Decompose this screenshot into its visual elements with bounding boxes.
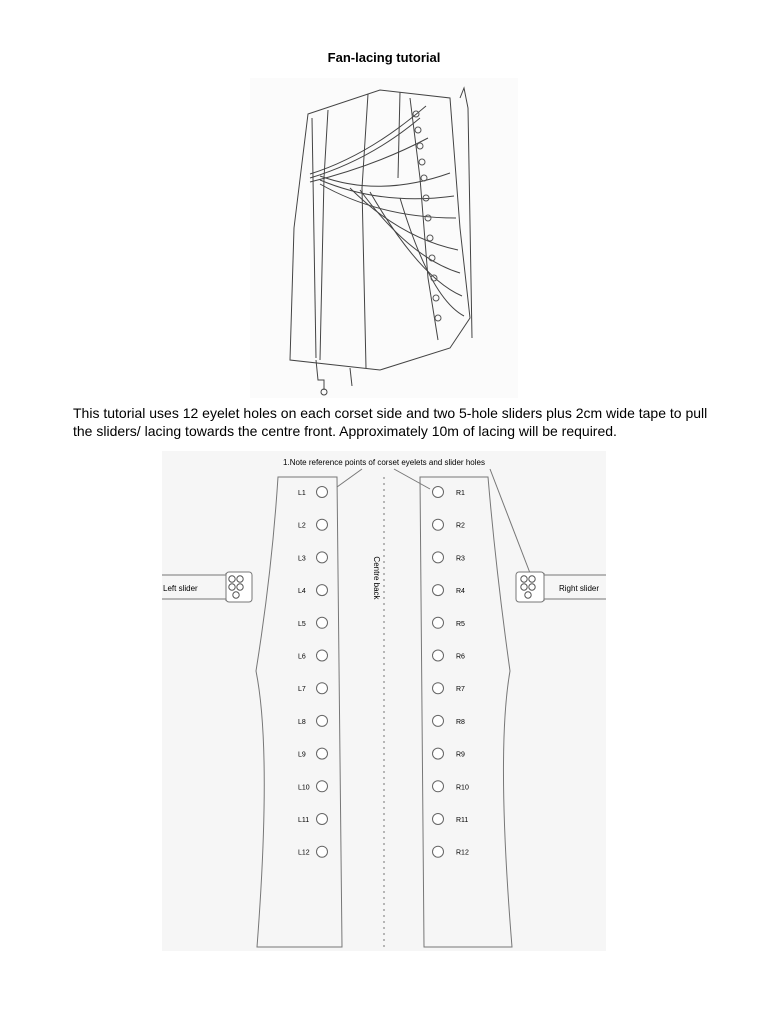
page-title: Fan-lacing tutorial (327, 50, 441, 65)
right-slider-label: Right slider (559, 584, 600, 593)
right-eyelet-hole (433, 650, 444, 661)
right-eyelet-label: R8 (456, 718, 465, 726)
right-eyelet-label: R6 (456, 653, 465, 661)
left-slider-label: Left slider (163, 584, 198, 593)
left-eyelet-hole (317, 552, 328, 563)
left-eyelet-hole (317, 650, 328, 661)
right-eyelet-hole (433, 715, 444, 726)
left-eyelet-label: L4 (298, 588, 306, 596)
left-eyelet-hole (317, 487, 328, 498)
right-panel-outline (420, 477, 512, 947)
left-eyelet-hole (317, 617, 328, 628)
left-eyelet-hole (317, 814, 328, 825)
right-eyelet-hole (433, 846, 444, 857)
right-eyelet-hole (433, 585, 444, 596)
left-eyelet-label: L9 (298, 751, 306, 759)
eyelet-diagram (162, 451, 606, 951)
left-eyelet-hole (317, 748, 328, 759)
left-panel-outline (256, 477, 342, 947)
right-eyelet-hole (433, 487, 444, 498)
left-eyelet-hole (317, 585, 328, 596)
right-eyelet-label: R11 (456, 817, 469, 824)
left-eyelet-label: L7 (298, 686, 306, 694)
right-eyelet-label: R10 (456, 784, 469, 792)
right-eyelet-hole (433, 683, 444, 694)
left-eyelet-hole (317, 846, 328, 857)
corset-drawing (250, 78, 518, 398)
left-eyelet-label: L6 (298, 653, 306, 661)
right-eyelet-hole (433, 617, 444, 628)
right-eyelet-hole (433, 552, 444, 563)
centre-back-label: Centre back (372, 556, 381, 600)
right-eyelet-label: R1 (456, 490, 465, 497)
left-eyelet-label: L12 (298, 849, 310, 857)
right-eyelet-hole (433, 519, 444, 530)
right-eyelet-hole (433, 814, 444, 825)
left-eyelet-label: L8 (298, 718, 306, 726)
left-eyelet-label: L2 (298, 522, 306, 530)
intro-paragraph: This tutorial uses 12 eyelet holes on each corset side and two 5-hole sliders plus 2cm wide tape to pull the sliders/ lacing towards the centre front. Approximately 10m of lacing will be required. (73, 405, 708, 439)
left-eyelet-label: L11 (298, 817, 310, 824)
left-eyelet-hole (317, 715, 328, 726)
right-eyelet-label: R12 (456, 849, 469, 857)
left-eyelets (298, 487, 328, 858)
left-eyelet-label: L1 (298, 490, 306, 497)
left-eyelet-label: L10 (298, 784, 310, 792)
right-eyelet-label: R7 (456, 686, 465, 694)
left-eyelet-hole (317, 683, 328, 694)
eyelet-diagram-svg (162, 451, 606, 951)
corset-illustration (250, 78, 518, 398)
left-eyelet-hole (317, 519, 328, 530)
right-eyelets (433, 487, 469, 858)
right-eyelet-hole (433, 748, 444, 759)
right-eyelet-label: R4 (456, 588, 465, 596)
left-eyelet-label: L5 (298, 620, 306, 628)
right-eyelet-label: R5 (456, 620, 465, 628)
left-eyelet-hole (317, 781, 328, 792)
right-eyelet-label: R3 (456, 555, 465, 563)
diagram-caption: 1.Note reference points of corset eyelets and slider holes (283, 458, 485, 467)
right-eyelet-label: R9 (456, 751, 465, 759)
right-eyelet-hole (433, 781, 444, 792)
right-eyelet-label: R2 (456, 522, 465, 530)
left-eyelet-label: L3 (298, 555, 306, 563)
